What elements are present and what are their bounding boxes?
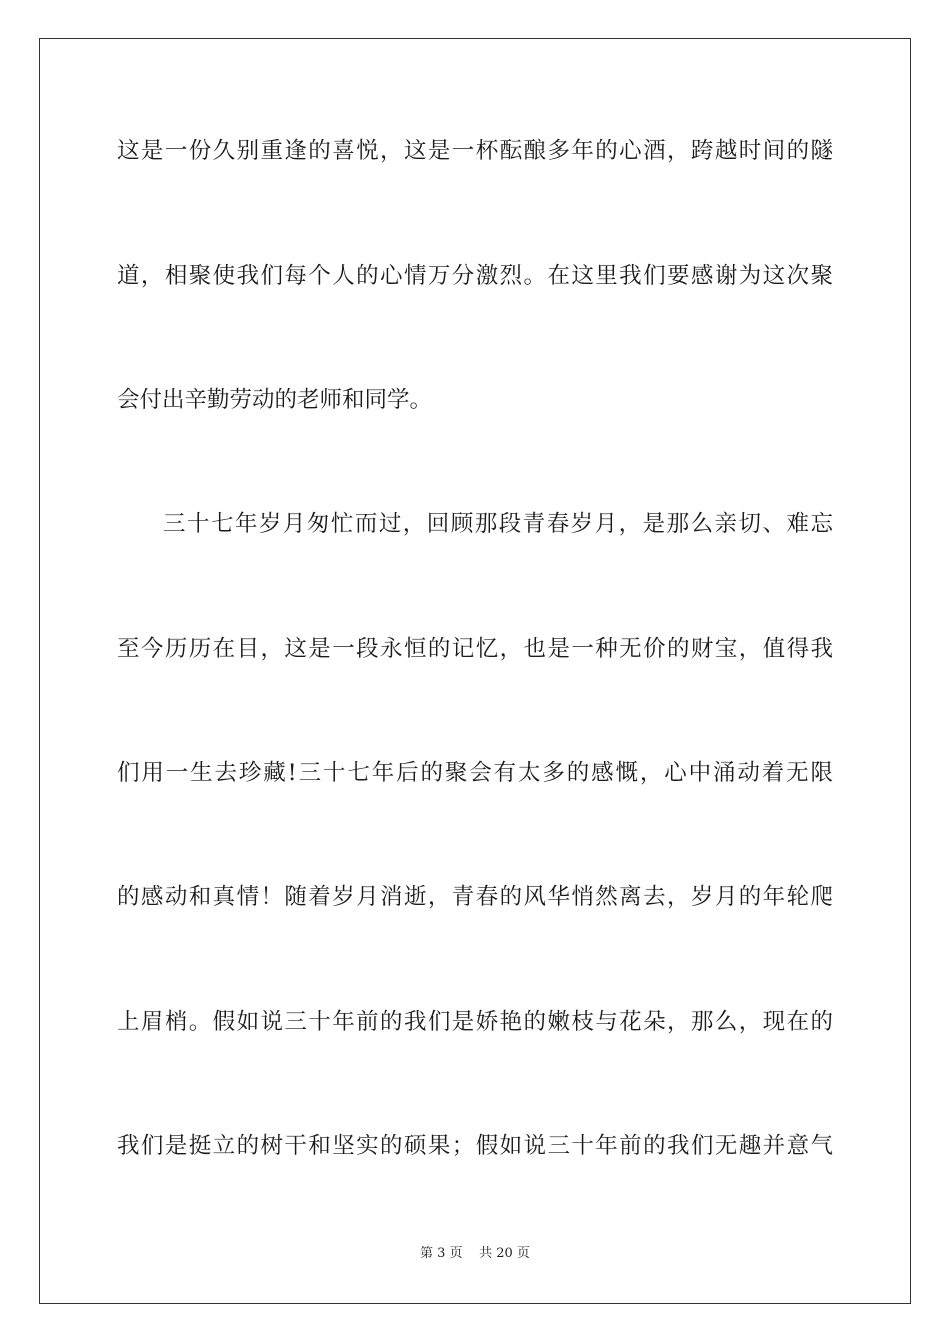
page-border	[39, 38, 911, 1304]
paragraph-1-line-1: 这是一份久别重逢的喜悦，这是一杯酝酿多年的心酒，跨越时间的隧	[117, 138, 833, 164]
paragraph-2-line-6: 我们是挺立的树干和坚实的硕果；假如说三十年前的我们无趣并意气	[117, 1133, 833, 1159]
page-footer	[0, 1245, 950, 1263]
paragraph-1-line-3: 会付出辛勤劳动的老师和同学。	[117, 387, 433, 413]
paragraph-1-line-2: 道，相聚使我们每个人的心情万分激烈。在这里我们要感谢为这次聚	[117, 263, 833, 289]
page-total: 共 20 页	[479, 1246, 530, 1261]
page-number: 第 3 页	[420, 1246, 463, 1261]
paragraph-2-line-3: 们用一生去珍藏!三十七年后的聚会有太多的感慨，心中涌动着无限	[117, 760, 833, 786]
paragraph-2-line-5: 上眉梢。假如说三十年前的我们是娇艳的嫩枝与花朵，那么，现在的	[117, 1009, 833, 1035]
paragraph-2-line-4: 的感动和真情！随着岁月消逝，青春的风华悄然离去，岁月的年轮爬	[117, 884, 833, 910]
paragraph-2-line-2: 至今历历在目，这是一段永恒的记忆，也是一种无价的财宝，值得我	[117, 636, 833, 662]
paragraph-2-line-1: 三十七年岁月匆忙而过，回顾那段青春岁月，是那么亲切、难忘	[163, 511, 833, 537]
